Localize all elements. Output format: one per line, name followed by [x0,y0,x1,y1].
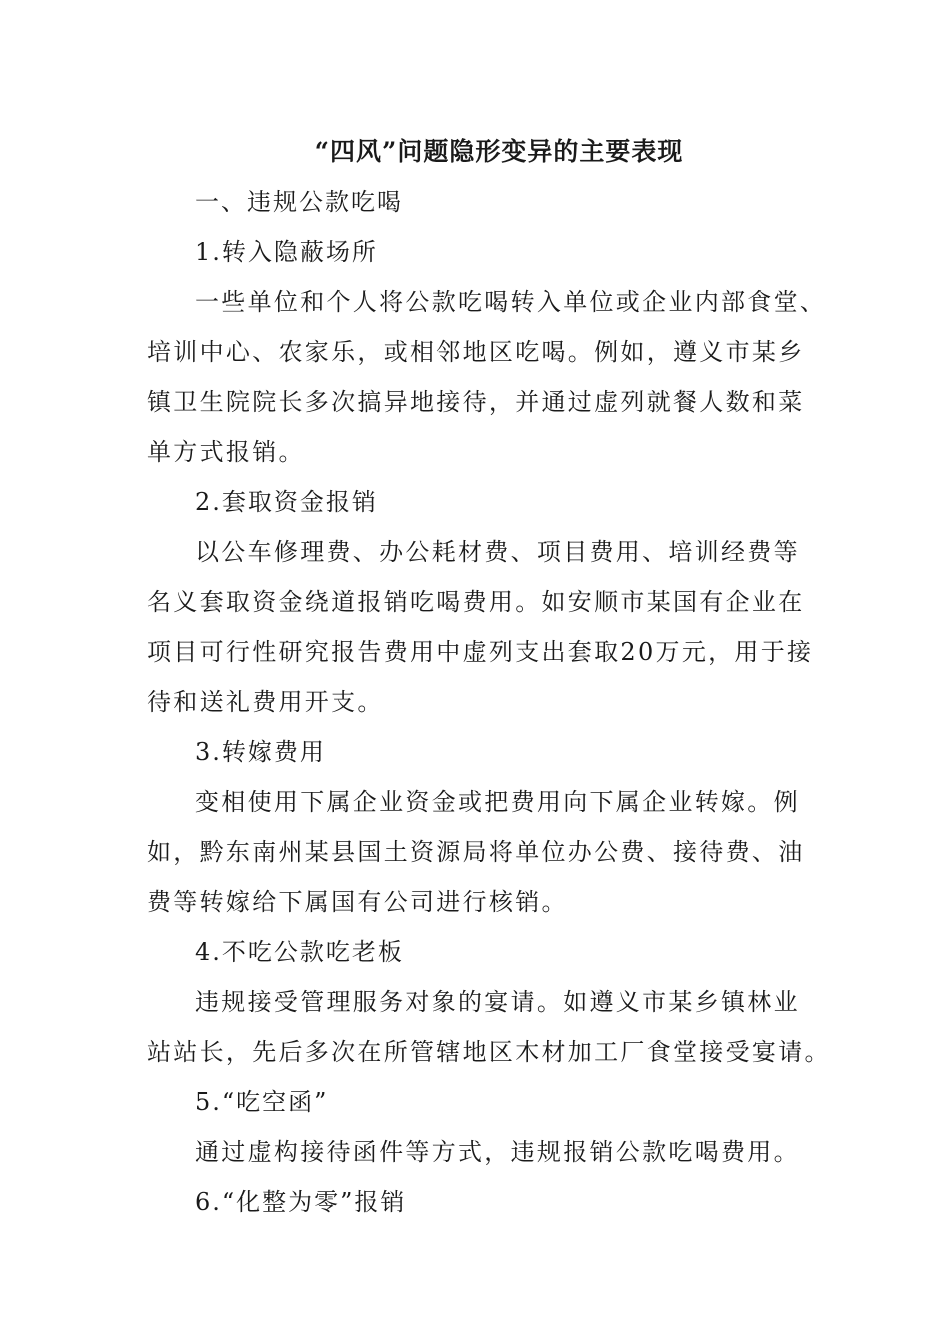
paragraph-line: 站站长，先后多次在所管辖地区木材加工厂食堂接受宴请。 [147,1038,831,1066]
item-heading: 2.套取资金报销 [195,488,378,516]
paragraph-line: 费等转嫁给下属国有公司进行核销。 [147,888,568,916]
paragraph-line: 以公车修理费、办公耗材费、项目费用、培训经费等 [195,538,800,566]
paragraph-line: 通过虚构接待函件等方式，违规报销公款吃喝费用。 [195,1138,800,1166]
paragraph [147,1127,811,1177]
paragraph-line: 一些单位和个人将公款吃喝转入单位或企业内部食堂、 [195,288,827,316]
paragraph [147,977,831,1077]
paragraph-line: 变相使用下属企业资金或把费用向下属企业转嫁。例 [195,788,800,816]
paragraph-line: 镇卫生院院长多次搞异地接待，并通过虚列就餐人数和菜 [147,388,805,416]
paragraph-line: 如，黔东南州某县国土资源局将单位办公费、接待费、油 [147,838,805,866]
paragraph-line: 培训中心、农家乐，或相邻地区吃喝。例如，遵义市某乡 [147,338,805,366]
paragraph-line: 违规接受管理服务对象的宴请。如遵义市某乡镇林业 [195,988,800,1016]
document-title: “四风”问题隐形变异的主要表现 [314,137,684,166]
paragraph [147,527,814,727]
paragraph [147,777,811,927]
paragraph [147,277,827,477]
item-heading: 6.“化整为零”报销 [195,1188,407,1216]
item-heading: 1.转入隐蔽场所 [195,238,378,266]
item-heading: 3.转嫁费用 [195,738,326,766]
item-heading: 5.“吃空函” [195,1088,329,1116]
paragraph-line: 单方式报销。 [147,438,305,466]
item-heading: 4.不吃公款吃老板 [195,938,404,966]
paragraph-line: 项目可行性研究报告费用中虚列支出套取20万元，用于接 [147,638,814,666]
paragraph-line: 名义套取资金绕道报销吃喝费用。如安顺市某国有企业在 [147,588,805,616]
document-body [147,127,831,1227]
section-heading: 一、违规公款吃喝 [195,188,403,216]
paragraph-line: 待和送礼费用开支。 [147,688,384,716]
